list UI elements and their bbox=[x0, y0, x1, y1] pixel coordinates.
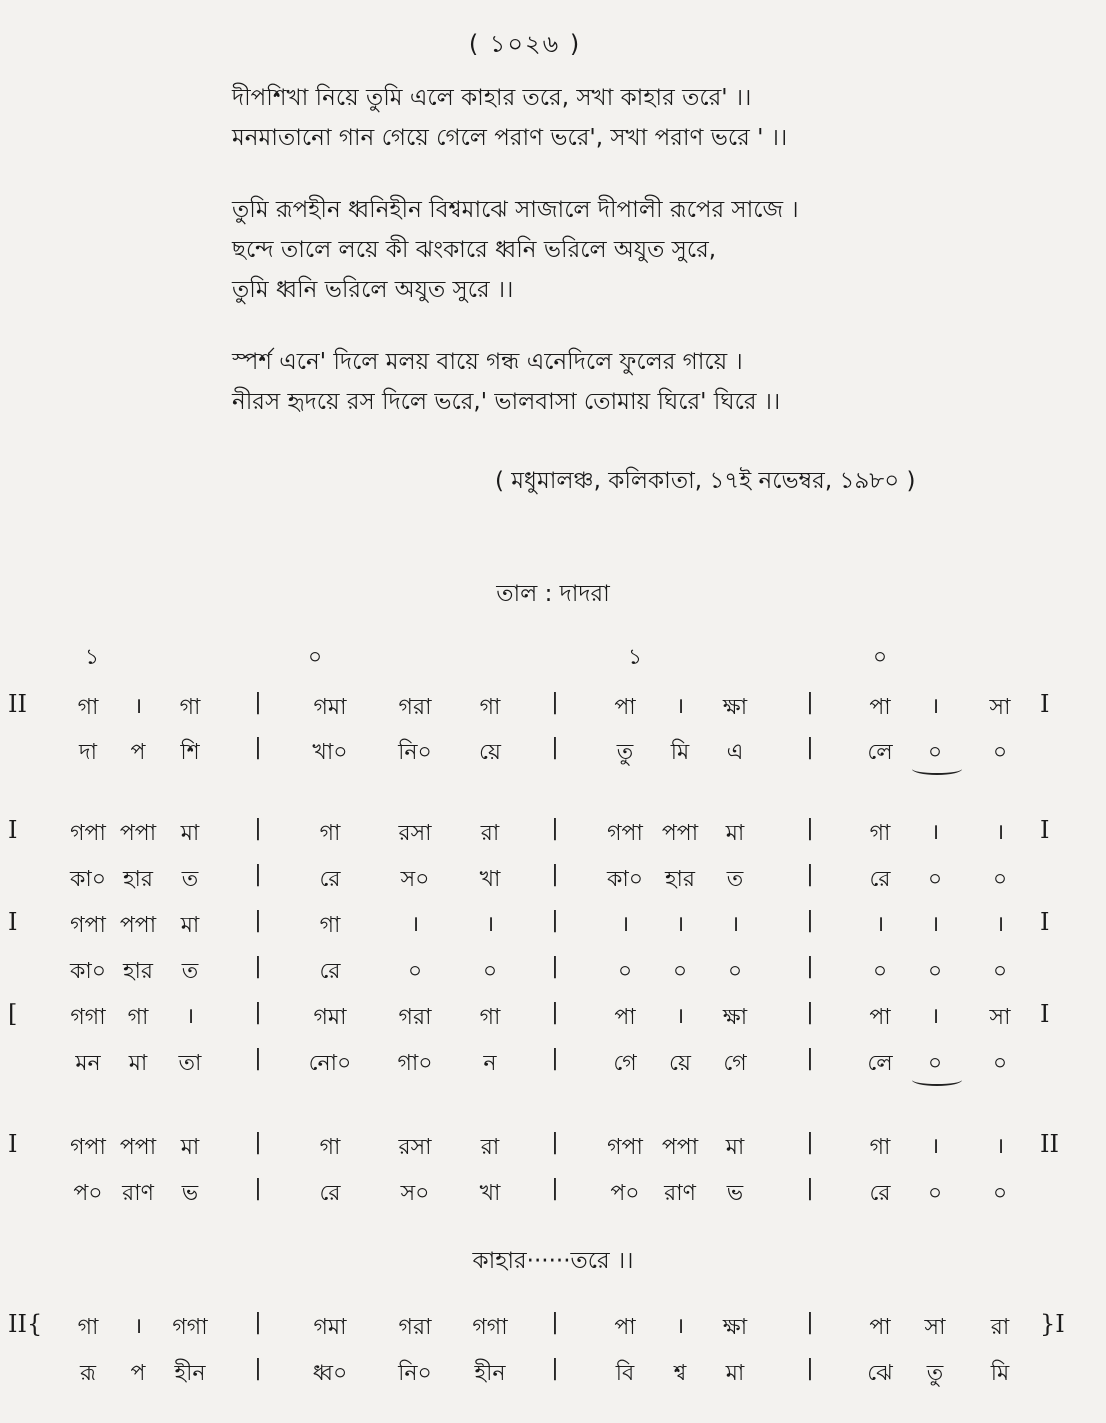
note-cell: গা bbox=[869, 1135, 891, 1160]
bar-line: | bbox=[254, 1000, 262, 1025]
note-cell: । bbox=[930, 820, 940, 845]
lyric-syllable: রে bbox=[319, 867, 341, 892]
lyric-syllable: ০ bbox=[727, 959, 743, 984]
lyric-syllable: নি০ bbox=[398, 1361, 432, 1386]
note-cell: গা bbox=[319, 821, 341, 846]
lyric-syllable: গে bbox=[723, 1051, 747, 1076]
lyric-syllable: খা bbox=[479, 867, 501, 892]
note-cell: গা bbox=[127, 1005, 149, 1030]
note-cell: গপা bbox=[70, 1135, 106, 1160]
lyric-syllable: প০ bbox=[73, 1181, 103, 1206]
row-end-marker: II bbox=[1040, 1130, 1059, 1158]
page-number: ( ১০২৬ ) bbox=[468, 30, 582, 58]
row-start-marker: I bbox=[8, 1130, 18, 1158]
note-cell: । bbox=[675, 694, 685, 719]
bar-line: | bbox=[806, 1176, 814, 1201]
lyric-syllable: ত bbox=[181, 959, 199, 984]
lyric-syllable: গা০ bbox=[397, 1051, 433, 1076]
lyric-syllable: নো০ bbox=[308, 1051, 352, 1076]
lyric-syllable: ত bbox=[181, 867, 199, 892]
note-cell: গা bbox=[77, 695, 99, 720]
lyric-syllable: লে bbox=[867, 740, 893, 765]
bar-line: | bbox=[254, 1310, 262, 1335]
note-cell: গমা bbox=[313, 1315, 347, 1340]
row-start-marker: [ bbox=[8, 1000, 18, 1028]
note-cell: সা bbox=[924, 1315, 946, 1340]
lyric-syllable: ভ bbox=[726, 1181, 744, 1206]
beat-marker: ০ bbox=[307, 645, 323, 670]
bar-line: | bbox=[254, 1130, 262, 1155]
lyric-syllable: স০ bbox=[400, 1181, 430, 1206]
lyric-syllable: ধ্ব০ bbox=[312, 1361, 348, 1386]
note-cell: । bbox=[675, 1004, 685, 1029]
slur-mark bbox=[912, 1074, 962, 1086]
lyric-syllable: ০ bbox=[992, 959, 1008, 984]
row-start-marker: II{ bbox=[8, 1310, 43, 1338]
note-cell: গপা bbox=[70, 913, 106, 938]
note-cell: । bbox=[730, 912, 740, 937]
lyric-syllable: ০ bbox=[927, 959, 943, 984]
note-cell: পা bbox=[614, 1005, 636, 1030]
lyric-syllable: হার bbox=[122, 867, 154, 892]
note-cell: পপা bbox=[661, 1135, 699, 1160]
note-cell: পা bbox=[869, 1005, 891, 1030]
lyric-syllable: তা bbox=[178, 1051, 202, 1076]
lyric-line: তুমি রূপহীন ধ্বনিহীন বিশ্বমাঝে সাজালে দীপালী রূপের সাজে । bbox=[232, 197, 799, 223]
bar-line: | bbox=[806, 735, 814, 760]
note-cell: গা bbox=[479, 695, 501, 720]
bar-line: | bbox=[254, 1356, 262, 1381]
taal-heading: তাল : দাদরা bbox=[496, 581, 610, 607]
note-cell: গরা bbox=[398, 695, 432, 720]
note-cell: । bbox=[675, 912, 685, 937]
lyric-syllable: ০ bbox=[927, 740, 943, 765]
bar-line: | bbox=[254, 735, 262, 760]
note-cell: গা bbox=[479, 1005, 501, 1030]
note-cell: । bbox=[995, 1134, 1005, 1159]
lyric-syllable: খা০ bbox=[312, 740, 348, 765]
bar-line: | bbox=[551, 1310, 559, 1335]
lyric-syllable: তু bbox=[926, 1361, 944, 1386]
bar-line: | bbox=[551, 862, 559, 887]
lyric-syllable: ভ bbox=[181, 1181, 199, 1206]
beat-marker: ১ bbox=[627, 645, 643, 670]
lyric-syllable: রে bbox=[319, 1181, 341, 1206]
bar-line: | bbox=[254, 908, 262, 933]
bar-line: | bbox=[806, 816, 814, 841]
bar-line: | bbox=[806, 1130, 814, 1155]
bar-line: | bbox=[254, 1176, 262, 1201]
lyric-syllable: হার bbox=[122, 959, 154, 984]
lyric-line: স্পর্শ এনে' দিলে মলয় বায়ে গন্ধ এনেদিলে ফুলের গায়ে । bbox=[232, 349, 743, 375]
lyric-syllable: এ bbox=[726, 740, 744, 765]
note-cell: মা bbox=[725, 821, 745, 846]
note-cell: ক্ষা bbox=[722, 1315, 748, 1340]
note-cell: সা bbox=[989, 1005, 1011, 1030]
note-cell: গমা bbox=[313, 695, 347, 720]
note-cell: মা bbox=[725, 1135, 745, 1160]
row-end-marker: I bbox=[1040, 1000, 1050, 1028]
lyric-line: নীরস হৃদয়ে রস দিলে ভরে,' ভালবাসা তোমায় ঘিরে' ঘিরে ।। bbox=[232, 389, 781, 415]
lyric-syllable: হীন bbox=[174, 1361, 206, 1386]
bar-line: | bbox=[806, 690, 814, 715]
lyric-syllable: গে bbox=[613, 1051, 637, 1076]
note-cell: গা bbox=[77, 1315, 99, 1340]
slur-mark bbox=[912, 763, 962, 775]
lyric-syllable: ন bbox=[483, 1051, 497, 1076]
note-cell: রা bbox=[990, 1315, 1010, 1340]
note-cell: গা bbox=[869, 821, 891, 846]
note-cell: । bbox=[995, 912, 1005, 937]
lyric-syllable: প bbox=[130, 740, 146, 765]
lyric-line: দীপশিখা নিয়ে তুমি এলে কাহার তরে, সখা কাহার তরে' ।। bbox=[232, 85, 752, 111]
note-cell: গা bbox=[179, 695, 201, 720]
lyric-syllable: দা bbox=[79, 740, 97, 765]
beat-marker: ০ bbox=[872, 645, 888, 670]
note-cell: পপা bbox=[661, 821, 699, 846]
lyric-syllable: মা bbox=[725, 1361, 745, 1386]
note-cell: গগা bbox=[472, 1315, 508, 1340]
note-cell: । bbox=[930, 1134, 940, 1159]
note-cell: । bbox=[930, 912, 940, 937]
note-cell: ক্ষা bbox=[722, 695, 748, 720]
lyric-syllable: লে bbox=[867, 1051, 893, 1076]
note-cell: গা bbox=[319, 1135, 341, 1160]
bar-line: | bbox=[254, 816, 262, 841]
section-label: কাহার······তরে ।। bbox=[472, 1248, 634, 1274]
lyric-syllable: রাণ bbox=[664, 1181, 696, 1206]
bar-line: | bbox=[551, 1046, 559, 1071]
lyric-syllable: মি bbox=[670, 740, 690, 765]
lyric-syllable: ০ bbox=[927, 867, 943, 892]
lyric-syllable: স০ bbox=[400, 867, 430, 892]
lyric-syllable: রে bbox=[869, 867, 891, 892]
note-cell: পপা bbox=[119, 1135, 157, 1160]
lyric-syllable: ০ bbox=[672, 959, 688, 984]
note-cell: । bbox=[133, 694, 143, 719]
note-cell: । bbox=[930, 1004, 940, 1029]
row-start-marker: I bbox=[8, 908, 18, 936]
lyric-line: ছন্দে তালে লয়ে কী ঝংকারে ধ্বনি ভরিলে অযুত সুরে, bbox=[232, 237, 717, 263]
bar-line: | bbox=[254, 862, 262, 887]
bar-line: | bbox=[806, 908, 814, 933]
note-cell: । bbox=[133, 1314, 143, 1339]
lyric-syllable: ০ bbox=[872, 959, 888, 984]
bar-line: | bbox=[254, 954, 262, 979]
lyric-syllable: য়ে bbox=[479, 740, 501, 765]
row-end-marker: I bbox=[1040, 908, 1050, 936]
note-cell: রা bbox=[480, 1135, 500, 1160]
lyric-syllable: কা০ bbox=[606, 867, 644, 892]
attribution: ( মধুমালঞ্চ, কলিকাতা, ১৭ই নভেম্বর, ১৯৮০ ) bbox=[495, 468, 916, 494]
bar-line: | bbox=[551, 1000, 559, 1025]
bar-line: | bbox=[806, 1000, 814, 1025]
lyric-line: তুমি ধ্বনি ভরিলে অযুত সুরে ।। bbox=[232, 277, 514, 303]
note-cell: মা bbox=[180, 913, 200, 938]
row-start-marker: I bbox=[8, 816, 18, 844]
note-cell: । bbox=[185, 1004, 195, 1029]
lyric-syllable: তু bbox=[616, 740, 634, 765]
bar-line: | bbox=[254, 1046, 262, 1071]
lyric-syllable: মা bbox=[128, 1051, 148, 1076]
bar-line: | bbox=[806, 1310, 814, 1335]
lyric-syllable: প০ bbox=[610, 1181, 640, 1206]
note-cell: মা bbox=[180, 821, 200, 846]
lyric-syllable: ঝে bbox=[867, 1361, 893, 1386]
bar-line: | bbox=[551, 690, 559, 715]
lyric-syllable: ০ bbox=[992, 867, 1008, 892]
lyric-syllable: রাণ bbox=[122, 1181, 154, 1206]
note-cell: রা bbox=[480, 821, 500, 846]
bar-line: | bbox=[806, 1046, 814, 1071]
bar-line: | bbox=[806, 862, 814, 887]
lyric-syllable: কা০ bbox=[69, 959, 107, 984]
beat-marker: ১ bbox=[84, 645, 100, 670]
note-cell: রসা bbox=[398, 821, 432, 846]
lyric-syllable: ০ bbox=[617, 959, 633, 984]
lyric-syllable: ০ bbox=[992, 740, 1008, 765]
lyric-syllable: হার bbox=[664, 867, 696, 892]
note-cell: পা bbox=[614, 1315, 636, 1340]
note-cell: । bbox=[675, 1314, 685, 1339]
note-cell: । bbox=[410, 912, 420, 937]
lyric-syllable: মি bbox=[990, 1361, 1010, 1386]
lyric-syllable: রে bbox=[869, 1181, 891, 1206]
lyric-syllable: ০ bbox=[927, 1051, 943, 1076]
note-cell: পপা bbox=[119, 821, 157, 846]
lyric-syllable: রূ bbox=[79, 1361, 97, 1386]
note-cell: গগা bbox=[70, 1005, 106, 1030]
note-cell: গপা bbox=[607, 1135, 643, 1160]
note-cell: গপা bbox=[607, 821, 643, 846]
note-cell: পা bbox=[869, 1315, 891, 1340]
note-cell: পপা bbox=[119, 913, 157, 938]
lyric-syllable: ০ bbox=[482, 959, 498, 984]
lyric-syllable: ০ bbox=[992, 1051, 1008, 1076]
lyric-syllable: খা bbox=[479, 1181, 501, 1206]
lyric-syllable: য়ে bbox=[669, 1051, 691, 1076]
note-cell: সা bbox=[989, 695, 1011, 720]
row-end-marker: }I bbox=[1040, 1310, 1065, 1338]
lyric-syllable: ০ bbox=[927, 1181, 943, 1206]
lyric-syllable: মন bbox=[75, 1051, 101, 1076]
note-cell: গা bbox=[319, 913, 341, 938]
row-end-marker: I bbox=[1040, 816, 1050, 844]
bar-line: | bbox=[551, 1176, 559, 1201]
bar-line: | bbox=[551, 1130, 559, 1155]
lyric-line: মনমাতানো গান গেয়ে গেলে পরাণ ভরে', সখা পরাণ ভরে ' ।। bbox=[232, 125, 788, 151]
note-cell: । bbox=[995, 820, 1005, 845]
note-cell: । bbox=[930, 694, 940, 719]
bar-line: | bbox=[551, 1356, 559, 1381]
note-cell: গরা bbox=[398, 1005, 432, 1030]
bar-line: | bbox=[551, 735, 559, 760]
note-cell: । bbox=[620, 912, 630, 937]
note-cell: গগা bbox=[172, 1315, 208, 1340]
lyric-syllable: কা০ bbox=[69, 867, 107, 892]
note-cell: । bbox=[485, 912, 495, 937]
note-cell: মা bbox=[180, 1135, 200, 1160]
note-cell: । bbox=[875, 912, 885, 937]
note-cell: গমা bbox=[313, 1005, 347, 1030]
bar-line: | bbox=[254, 690, 262, 715]
note-cell: ক্ষা bbox=[722, 1005, 748, 1030]
lyric-syllable: শ্ব bbox=[673, 1361, 687, 1386]
lyric-syllable: ত bbox=[726, 867, 744, 892]
lyric-syllable: শি bbox=[180, 740, 200, 765]
bar-line: | bbox=[806, 954, 814, 979]
lyric-syllable: নি০ bbox=[398, 740, 432, 765]
note-cell: পা bbox=[614, 695, 636, 720]
lyric-syllable: ০ bbox=[992, 1181, 1008, 1206]
bar-line: | bbox=[551, 954, 559, 979]
row-end-marker: I bbox=[1040, 690, 1050, 718]
note-cell: রসা bbox=[398, 1135, 432, 1160]
row-start-marker: II bbox=[8, 690, 27, 718]
note-cell: গপা bbox=[70, 821, 106, 846]
lyric-syllable: রে bbox=[319, 959, 341, 984]
note-cell: গরা bbox=[398, 1315, 432, 1340]
note-cell: পা bbox=[869, 695, 891, 720]
bar-line: | bbox=[806, 1356, 814, 1381]
lyric-syllable: ০ bbox=[407, 959, 423, 984]
lyric-syllable: প bbox=[130, 1361, 146, 1386]
bar-line: | bbox=[551, 908, 559, 933]
lyric-syllable: হীন bbox=[474, 1361, 506, 1386]
lyric-syllable: বি bbox=[615, 1361, 635, 1386]
bar-line: | bbox=[551, 816, 559, 841]
